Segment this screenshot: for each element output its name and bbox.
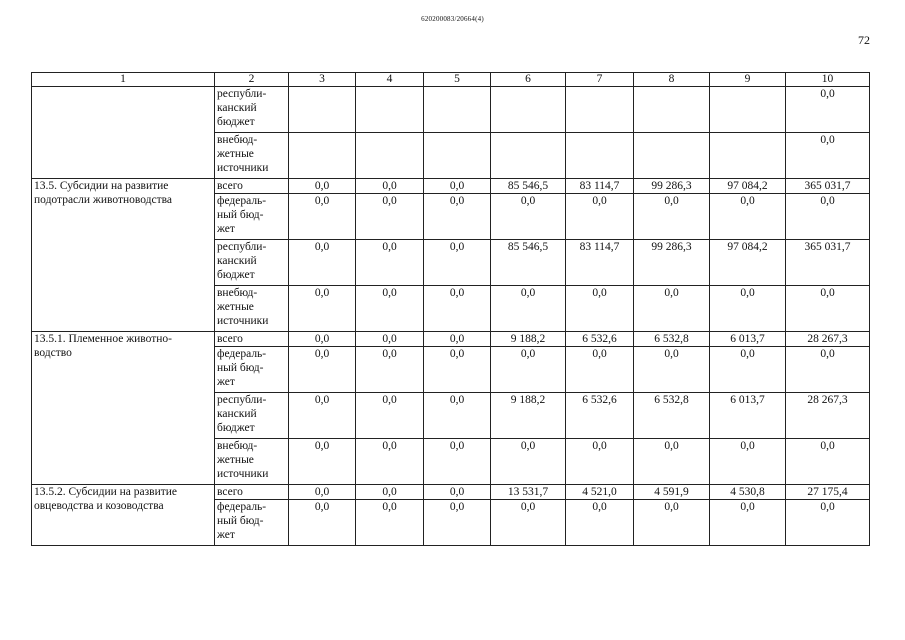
value-cell — [491, 87, 566, 133]
value-cell: 0,0 — [289, 286, 356, 332]
row-group-label: 13.5. Субсидии на развитие подотрасли животноводства — [32, 179, 215, 332]
value-cell: 97 084,2 — [710, 179, 786, 194]
value-cell: 0,0 — [289, 240, 356, 286]
column-number: 10 — [786, 73, 870, 87]
funding-source: республи- канский бюджет — [215, 393, 289, 439]
value-cell: 6 532,6 — [566, 393, 634, 439]
row-group-label: 13.5.2. Субсидии на развитие овцеводства и козоводства — [32, 485, 215, 546]
value-cell: 99 286,3 — [634, 240, 710, 286]
value-cell — [634, 87, 710, 133]
funding-source: федераль- ный бюд- жет — [215, 194, 289, 240]
value-cell: 0,0 — [566, 286, 634, 332]
value-cell: 0,0 — [356, 485, 424, 500]
value-cell: 0,0 — [356, 500, 424, 546]
table-row — [32, 179, 870, 194]
column-number: 2 — [215, 73, 289, 87]
value-cell: 0,0 — [634, 439, 710, 485]
value-cell: 83 114,7 — [566, 179, 634, 194]
column-number: 9 — [710, 73, 786, 87]
page-number: 72 — [858, 33, 870, 47]
value-cell: 0,0 — [710, 194, 786, 240]
table-row — [32, 485, 870, 500]
value-cell: 28 267,3 — [786, 332, 870, 347]
value-cell: 0,0 — [491, 439, 566, 485]
funding-source: республи- канский бюджет — [215, 240, 289, 286]
value-cell — [356, 133, 424, 179]
value-cell — [710, 133, 786, 179]
funding-source: федераль- ный бюд- жет — [215, 500, 289, 546]
value-cell: 0,0 — [634, 500, 710, 546]
value-cell: 0,0 — [289, 347, 356, 393]
value-cell: 0,0 — [491, 500, 566, 546]
value-cell: 0,0 — [356, 347, 424, 393]
value-cell: 0,0 — [356, 286, 424, 332]
value-cell: 83 114,7 — [566, 240, 634, 286]
column-number-row — [32, 73, 870, 87]
value-cell: 13 531,7 — [491, 485, 566, 500]
value-cell: 6 013,7 — [710, 332, 786, 347]
value-cell — [491, 133, 566, 179]
value-cell: 0,0 — [424, 240, 491, 286]
value-cell: 0,0 — [424, 347, 491, 393]
value-cell: 0,0 — [424, 500, 491, 546]
value-cell: 0,0 — [424, 194, 491, 240]
value-cell — [710, 87, 786, 133]
value-cell: 0,0 — [356, 240, 424, 286]
value-cell: 0,0 — [566, 194, 634, 240]
column-number: 1 — [32, 73, 215, 87]
value-cell: 0,0 — [786, 500, 870, 546]
column-number: 5 — [424, 73, 491, 87]
value-cell: 0,0 — [491, 194, 566, 240]
value-cell: 0,0 — [289, 179, 356, 194]
table-row — [32, 87, 870, 133]
funding-source: республи- канский бюджет — [215, 87, 289, 133]
value-cell: 0,0 — [710, 347, 786, 393]
row-group-label: 13.5.1. Племенное животно- водство — [32, 332, 215, 485]
column-number: 4 — [356, 73, 424, 87]
value-cell: 0,0 — [289, 194, 356, 240]
value-cell: 6 532,6 — [566, 332, 634, 347]
document-code: 620200083/20664(4) — [421, 15, 484, 23]
value-cell: 0,0 — [289, 500, 356, 546]
funding-source: всего — [215, 179, 289, 194]
value-cell: 0,0 — [634, 286, 710, 332]
funding-source: всего — [215, 332, 289, 347]
column-number: 7 — [566, 73, 634, 87]
value-cell — [356, 87, 424, 133]
value-cell: 85 546,5 — [491, 240, 566, 286]
value-cell — [634, 133, 710, 179]
value-cell: 6 532,8 — [634, 393, 710, 439]
funding-source: всего — [215, 485, 289, 500]
value-cell: 0,0 — [356, 439, 424, 485]
funding-source: федераль- ный бюд- жет — [215, 347, 289, 393]
value-cell: 0,0 — [710, 286, 786, 332]
value-cell: 0,0 — [786, 439, 870, 485]
value-cell: 0,0 — [424, 393, 491, 439]
value-cell: 9 188,2 — [491, 393, 566, 439]
value-cell: 0,0 — [786, 133, 870, 179]
value-cell: 0,0 — [424, 286, 491, 332]
value-cell — [424, 133, 491, 179]
value-cell: 365 031,7 — [786, 240, 870, 286]
value-cell: 0,0 — [710, 439, 786, 485]
value-cell: 0,0 — [424, 439, 491, 485]
value-cell: 0,0 — [786, 194, 870, 240]
value-cell: 0,0 — [566, 347, 634, 393]
value-cell: 0,0 — [289, 332, 356, 347]
funding-source: внебюд- жетные источники — [215, 133, 289, 179]
table-row — [32, 332, 870, 347]
value-cell: 4 521,0 — [566, 485, 634, 500]
value-cell: 0,0 — [786, 286, 870, 332]
value-cell — [566, 133, 634, 179]
value-cell: 0,0 — [634, 347, 710, 393]
value-cell: 0,0 — [356, 194, 424, 240]
value-cell: 0,0 — [786, 87, 870, 133]
column-number: 8 — [634, 73, 710, 87]
value-cell: 0,0 — [786, 347, 870, 393]
value-cell: 0,0 — [289, 485, 356, 500]
value-cell: 9 188,2 — [491, 332, 566, 347]
value-cell: 97 084,2 — [710, 240, 786, 286]
value-cell: 99 286,3 — [634, 179, 710, 194]
value-cell: 0,0 — [356, 332, 424, 347]
value-cell: 0,0 — [424, 179, 491, 194]
column-number: 3 — [289, 73, 356, 87]
value-cell: 6 013,7 — [710, 393, 786, 439]
funding-source: внебюд- жетные источники — [215, 439, 289, 485]
value-cell — [289, 87, 356, 133]
value-cell: 4 530,8 — [710, 485, 786, 500]
value-cell: 4 591,9 — [634, 485, 710, 500]
value-cell: 0,0 — [356, 179, 424, 194]
value-cell: 6 532,8 — [634, 332, 710, 347]
row-group-label — [32, 87, 215, 179]
value-cell: 85 546,5 — [491, 179, 566, 194]
value-cell: 0,0 — [491, 286, 566, 332]
value-cell: 27 175,4 — [786, 485, 870, 500]
funding-source: внебюд- жетные источники — [215, 286, 289, 332]
value-cell: 28 267,3 — [786, 393, 870, 439]
value-cell — [424, 87, 491, 133]
value-cell: 0,0 — [491, 347, 566, 393]
value-cell: 0,0 — [289, 393, 356, 439]
value-cell: 365 031,7 — [786, 179, 870, 194]
value-cell: 0,0 — [710, 500, 786, 546]
value-cell: 0,0 — [634, 194, 710, 240]
value-cell: 0,0 — [356, 393, 424, 439]
value-cell — [289, 133, 356, 179]
value-cell: 0,0 — [424, 332, 491, 347]
value-cell — [566, 87, 634, 133]
value-cell: 0,0 — [566, 439, 634, 485]
value-cell: 0,0 — [566, 500, 634, 546]
column-number: 6 — [491, 73, 566, 87]
budget-table — [31, 72, 870, 546]
value-cell: 0,0 — [289, 439, 356, 485]
value-cell: 0,0 — [424, 485, 491, 500]
